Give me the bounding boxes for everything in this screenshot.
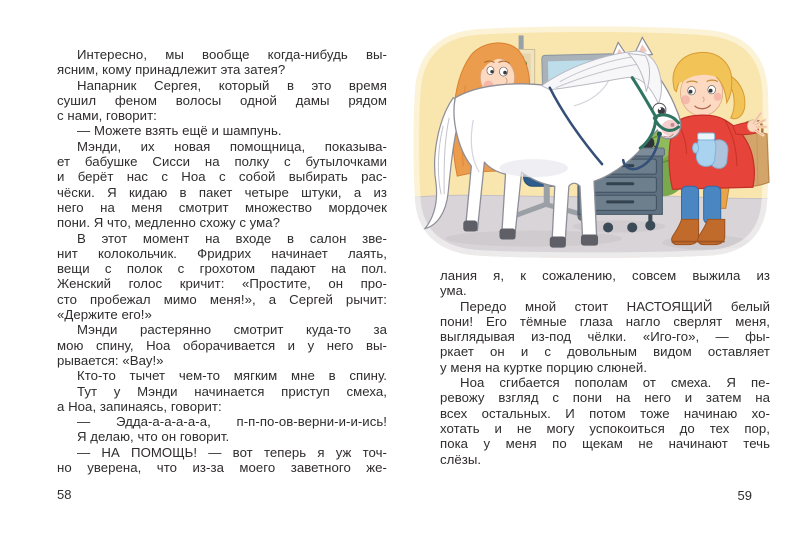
- text-line: ума.: [440, 283, 467, 299]
- text-line: — НА ПОМОЩЬ! — вот теперь я уж точ-: [77, 444, 387, 460]
- text-line: с нами, говорит:: [57, 108, 157, 124]
- text-line: ясним, кому принадлежит эта затея?: [57, 62, 286, 78]
- text-line: Интересно, мы вообще когда-нибудь вы-: [77, 47, 387, 62]
- right-page-text: [440, 268, 770, 467]
- text-line: ревожу взгляд с пони на него и затем на: [440, 390, 770, 406]
- page-number-right: 59: [737, 488, 752, 503]
- text-line: Тут у Мэнди начинается приступ смеха,: [77, 383, 387, 399]
- text-line: слёзы.: [440, 451, 482, 467]
- text-line: Мэнди, их новая помощница, показыва-: [77, 138, 387, 154]
- text-line: Ноа сгибается пополам от смеха. Я пе-: [460, 375, 770, 391]
- text-line: хотать и не могу успокоиться до тех пор,: [440, 420, 770, 436]
- text-line: ет бабушке Сисси на полку с бутылочками: [57, 154, 387, 170]
- text-line: чёски. Я кидаю в пакет четыре штуки, а из: [57, 184, 387, 200]
- text-line: рывается: «Вау!»: [57, 352, 164, 368]
- text-line: — Эдда-а-а-а-а-а, п-п-по-ов-верни-и-и-ись!: [77, 414, 387, 430]
- text-line: но уверена, что из-за моего заветного же-: [57, 460, 387, 476]
- jeans: [682, 186, 699, 223]
- text-line: Кто-то тычет чем-то мягким мне в спину.: [77, 368, 387, 384]
- text-line: «Держите его!»: [57, 307, 152, 323]
- text-line: сто пробежал мимо меня!», а Сергей рычит:: [57, 291, 387, 307]
- text-line: него на меня смотрит множество мордочек: [57, 199, 387, 215]
- text-line: пони! Его тёмные глаза нагло сверлят меня,: [440, 313, 770, 329]
- text-line: Я делаю, что он говорит.: [77, 429, 230, 445]
- text-line: выглядывая из-под чёлки. «Иго-го», — фы-: [440, 329, 770, 345]
- left-page-text: [57, 47, 387, 475]
- text-line: сушил феном волосы одной дамы рядом: [57, 92, 387, 108]
- text-line: пони. Я что, медленно схожу с ума?: [57, 215, 281, 231]
- text-line: нит колокольчик. Фридрих начинает лаять,: [57, 245, 387, 261]
- text-line: мою спину, Ноа оборачивается и у него вы-: [57, 337, 387, 353]
- text-line: пока у меня по щекам не начинают течь: [440, 436, 770, 452]
- text-line: В этот момент на входе в салон зве-: [77, 230, 387, 246]
- page-number-left: 58: [57, 487, 72, 502]
- text-line: лания я, к сожалению, совсем выжила из: [440, 268, 770, 283]
- text-line: всех остальных. И потом тоже начинаю хо-: [440, 405, 770, 421]
- text-line: — Можете взять ещё и шампунь.: [77, 123, 282, 139]
- text-line: Передо мной стоит НАСТОЯЩИЙ белый: [460, 298, 770, 314]
- text-line: вещи с полок с грохотом падают на пол.: [57, 261, 387, 277]
- text-line: ркает он и с довольным видом оставляет: [440, 344, 770, 360]
- text-line: у меня на куртке порцию слюней.: [440, 359, 648, 375]
- text-line: и берёт нас с Ноа с собой выбирать рас-: [57, 169, 387, 185]
- text-line: Женский голос кричит: «Простите, он про-: [57, 276, 387, 292]
- text-line: а Ноа, запинаясь, говорит:: [57, 398, 222, 414]
- text-line: Напарник Сергея, который в это время: [77, 77, 387, 93]
- text-line: Мэнди растерянно смотрит куда-то за: [77, 322, 387, 338]
- salon-illustration: [413, 24, 770, 260]
